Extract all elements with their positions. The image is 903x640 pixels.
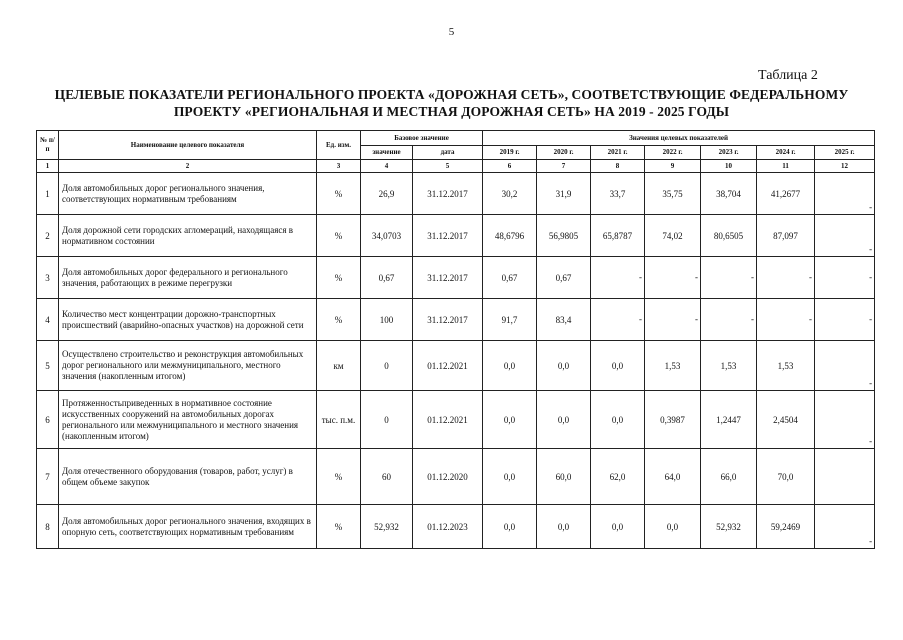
dash-mark: - (639, 271, 643, 282)
target-value (701, 299, 757, 341)
table-row (37, 505, 875, 549)
target-value (815, 505, 875, 549)
target-value (815, 257, 875, 299)
base-value: 26,9 (361, 173, 413, 215)
indicator-name: Протяженностьприведенных в нормативное состояние искусственных сооружений на автомобильных дорогах регионального или межмуниципального и местного значения (накопленным итогом) (59, 391, 317, 449)
target-value: 0,0 (483, 505, 537, 549)
dash-mark: - (751, 313, 755, 324)
target-value: 83,4 (537, 299, 591, 341)
unit-cell: % (317, 449, 361, 505)
row-number: 7 (37, 449, 59, 505)
row-number: 1 (37, 173, 59, 215)
unit-cell: % (317, 299, 361, 341)
target-value: 35,75 (645, 173, 701, 215)
target-value: 38,704 (701, 173, 757, 215)
target-value: 1,53 (757, 341, 815, 391)
indicator-name: Доля автомобильных дорог регионального значения, входящих в опорную сеть, соответствующих нормативным требованиям (59, 505, 317, 549)
target-value (591, 299, 645, 341)
base-date: 01.12.2020 (413, 449, 483, 505)
base-date: 31.12.2017 (413, 299, 483, 341)
dash-mark: - (869, 313, 873, 324)
header-unit: Ед. изм. (317, 131, 361, 160)
header-base-date: дата (413, 146, 483, 160)
base-value: 52,932 (361, 505, 413, 549)
indicator-name: Доля отечественного оборудования (товаров, работ, услуг) в общем объеме закупок (59, 449, 317, 505)
target-value: 0,3987 (645, 391, 701, 449)
column-number: 8 (591, 160, 645, 173)
row-number: 5 (37, 341, 59, 391)
target-value: 0,0 (537, 391, 591, 449)
target-value: 0,0 (483, 391, 537, 449)
target-value (701, 257, 757, 299)
target-value: 87,097 (757, 215, 815, 257)
target-value: 65,8787 (591, 215, 645, 257)
dash-mark: - (639, 313, 643, 324)
target-value: 66,0 (701, 449, 757, 505)
target-value (815, 341, 875, 391)
target-value: 59,2469 (757, 505, 815, 549)
base-date: 31.12.2017 (413, 173, 483, 215)
base-value: 0 (361, 341, 413, 391)
target-value: 0,67 (537, 257, 591, 299)
target-value: 41,2677 (757, 173, 815, 215)
column-number: 9 (645, 160, 701, 173)
header-year: 2021 г. (591, 146, 645, 160)
column-number: 7 (537, 160, 591, 173)
target-value: 0,0 (591, 391, 645, 449)
target-value: 62,0 (591, 449, 645, 505)
header-year: 2020 г. (537, 146, 591, 160)
target-value: 60,0 (537, 449, 591, 505)
base-value: 34,0703 (361, 215, 413, 257)
target-value: 1,53 (645, 341, 701, 391)
target-value: 1,53 (701, 341, 757, 391)
unit-cell: км (317, 341, 361, 391)
target-value: 0,0 (537, 505, 591, 549)
column-number: 3 (317, 160, 361, 173)
indicator-name: Осуществлено строительство и реконструкция автомобильных дорог регионального или межмуниципального, местного значения (накопленным итогом) (59, 341, 317, 391)
target-value: 74,02 (645, 215, 701, 257)
row-number: 6 (37, 391, 59, 449)
target-value (815, 299, 875, 341)
target-value (645, 299, 701, 341)
column-number: 10 (701, 160, 757, 173)
base-value: 0,67 (361, 257, 413, 299)
indicators-table (36, 130, 875, 549)
column-number-row (37, 160, 875, 173)
header-year: 2025 г. (815, 146, 875, 160)
table-row (37, 391, 875, 449)
header-name: Наименование целевого показателя (59, 131, 317, 160)
indicator-name: Доля автомобильных дорог федерального и регионального значения, работающих в режиме перегрузки (59, 257, 317, 299)
dash-mark: - (869, 271, 873, 282)
header-year: 2019 г. (483, 146, 537, 160)
header-year: 2022 г. (645, 146, 701, 160)
base-date: 01.12.2021 (413, 341, 483, 391)
column-number: 6 (483, 160, 537, 173)
table-label: Таблица 2 (758, 68, 818, 83)
dash-mark: - (869, 436, 873, 446)
target-value: 0,0 (483, 341, 537, 391)
unit-cell: % (317, 215, 361, 257)
header-base: Базовое значение (361, 131, 483, 146)
dash-mark: - (869, 244, 873, 254)
base-value: 100 (361, 299, 413, 341)
dash-mark: - (869, 202, 873, 212)
indicator-name: Доля автомобильных дорог регионального значения, соответствующих нормативным требованиям (59, 173, 317, 215)
dash-mark: - (695, 271, 699, 282)
column-number: 2 (59, 160, 317, 173)
table-row (37, 173, 875, 215)
target-value (591, 257, 645, 299)
base-date: 01.12.2023 (413, 505, 483, 549)
target-value: 52,932 (701, 505, 757, 549)
indicator-name: Доля дорожной сети городских агломераций, находящаяся в нормативном состоянии (59, 215, 317, 257)
target-value: 56,9805 (537, 215, 591, 257)
target-value: 0,0 (483, 449, 537, 505)
unit-cell: % (317, 173, 361, 215)
row-number: 3 (37, 257, 59, 299)
base-value: 60 (361, 449, 413, 505)
target-value: 31,9 (537, 173, 591, 215)
column-number: 5 (413, 160, 483, 173)
target-value: 48,6796 (483, 215, 537, 257)
column-number: 11 (757, 160, 815, 173)
header-base-value: значение (361, 146, 413, 160)
target-value (645, 257, 701, 299)
target-value: 91,7 (483, 299, 537, 341)
table-row (37, 449, 875, 505)
base-value: 0 (361, 391, 413, 449)
row-number: 4 (37, 299, 59, 341)
row-number: 8 (37, 505, 59, 549)
unit-cell: тыс. п.м. (317, 391, 361, 449)
dash-mark: - (869, 536, 873, 546)
dash-mark: - (751, 271, 755, 282)
target-value: 0,0 (645, 505, 701, 549)
target-value (757, 257, 815, 299)
target-value: 2,4504 (757, 391, 815, 449)
page-number: 5 (448, 26, 455, 38)
row-number: 2 (37, 215, 59, 257)
dash-mark: - (809, 271, 813, 282)
target-value: 64,0 (645, 449, 701, 505)
header-year: 2024 г. (757, 146, 815, 160)
target-value: 30,2 (483, 173, 537, 215)
column-number: 4 (361, 160, 413, 173)
target-value: 1,2447 (701, 391, 757, 449)
column-number: 12 (815, 160, 875, 173)
dash-mark: - (869, 378, 873, 388)
target-value: 0,0 (537, 341, 591, 391)
indicator-name: Количество мест концентрации дорожно-транспортных происшествий (аварийно-опасных участков) на дорожной сети (59, 299, 317, 341)
column-number: 1 (37, 160, 59, 173)
unit-cell: % (317, 257, 361, 299)
target-value: 70,0 (757, 449, 815, 505)
table-row (37, 257, 875, 299)
target-value: 0,67 (483, 257, 537, 299)
base-date: 01.12.2021 (413, 391, 483, 449)
target-value: 33,7 (591, 173, 645, 215)
table-row (37, 299, 875, 341)
target-value (757, 299, 815, 341)
header-targets: Значения целевых показателей (483, 131, 875, 146)
table-row (37, 341, 875, 391)
title-line-1: ЦЕЛЕВЫЕ ПОКАЗАТЕЛИ РЕГИОНАЛЬНОГО ПРОЕКТА «ДОРОЖНАЯ СЕТЬ», СООТВЕТСТВУЮЩИЕ ФЕДЕРАЛЬНОМУ (54, 87, 849, 102)
target-value (815, 391, 875, 449)
target-value: 0,0 (591, 341, 645, 391)
header-num: № п/п (37, 131, 59, 160)
target-value: 80,6505 (701, 215, 757, 257)
unit-cell: % (317, 505, 361, 549)
target-value: 0,0 (591, 505, 645, 549)
dash-mark: - (695, 313, 699, 324)
target-value (815, 215, 875, 257)
document-title (30, 86, 873, 120)
base-date: 31.12.2017 (413, 215, 483, 257)
header-year: 2023 г. (701, 146, 757, 160)
target-value (815, 173, 875, 215)
dash-mark: - (809, 313, 813, 324)
table-row (37, 215, 875, 257)
target-value (815, 449, 875, 505)
base-date: 31.12.2017 (413, 257, 483, 299)
title-line-2: ПРОЕКТУ «РЕГИОНАЛЬНАЯ И МЕСТНАЯ ДОРОЖНАЯ СЕТЬ» НА 2019 - 2025 ГОДЫ (173, 104, 730, 119)
